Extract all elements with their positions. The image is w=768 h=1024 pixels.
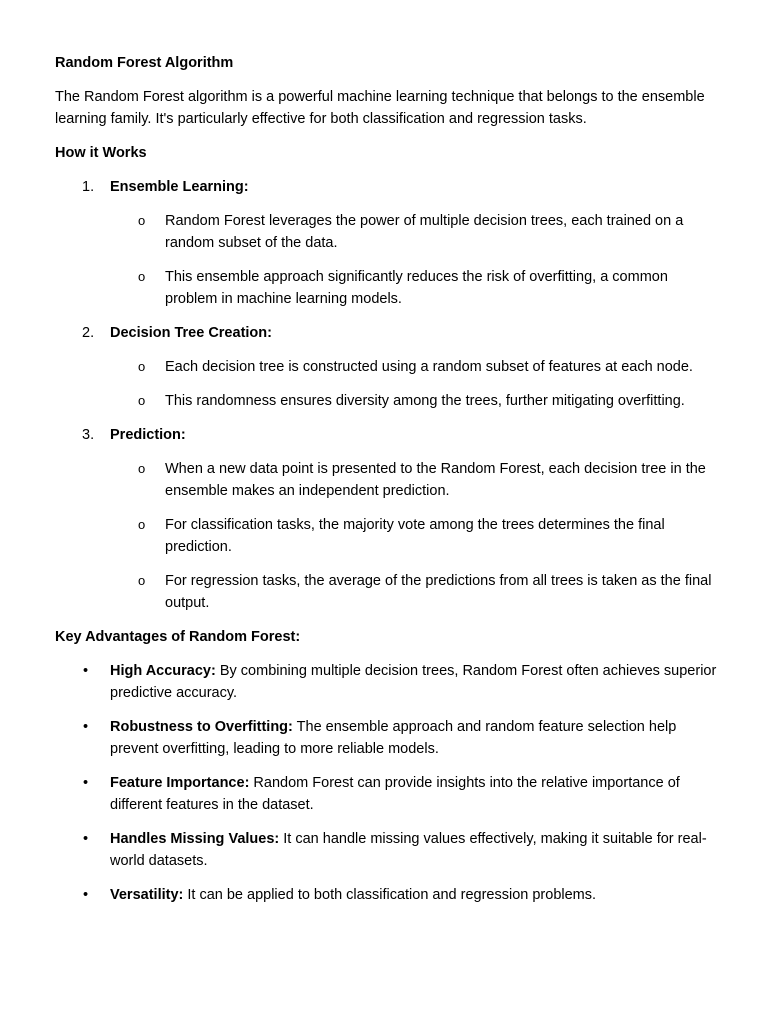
advantages-heading: Key Advantages of Random Forest:	[55, 629, 301, 645]
step-item	[55, 322, 719, 344]
step-label: Decision Tree Creation:	[110, 325, 272, 341]
sub-list-item	[55, 458, 719, 502]
step-number: 1.	[82, 179, 95, 195]
sub-item-text: For classification tasks, the majority vote among the trees determines the final prediction.	[165, 517, 665, 555]
sub-list-item	[55, 514, 719, 558]
advantage-item	[55, 772, 719, 816]
sub-list-item	[55, 390, 719, 412]
circle-bullet-icon: o	[138, 269, 146, 284]
advantage-item	[55, 660, 719, 704]
advantage-description: It can handle missing values effectively, making it suitable for real-world datasets.	[110, 831, 707, 869]
how-it-works-heading: How it Works	[55, 145, 147, 161]
step-item	[55, 176, 719, 198]
advantage-term: Versatility:	[110, 887, 184, 903]
advantage-text	[110, 828, 719, 872]
advantage-term: Robustness to Overfitting:	[110, 719, 293, 735]
step-number: 2.	[82, 325, 95, 341]
advantage-item	[55, 884, 719, 906]
sub-item-text: Random Forest leverages the power of multiple decision trees, each trained on a random subset of the data.	[165, 213, 684, 251]
circle-bullet-icon: o	[138, 517, 146, 532]
steps-list	[55, 176, 719, 614]
bullet-icon: •	[83, 663, 89, 679]
sub-item-text: When a new data point is presented to the Random Forest, each decision tree in the ensemble makes an independent prediction.	[165, 461, 706, 499]
advantage-term: High Accuracy:	[110, 663, 216, 679]
advantage-item	[55, 828, 719, 872]
sub-list-item	[55, 210, 719, 254]
advantage-description: Random Forest can provide insights into the relative importance of different features in the dataset.	[110, 775, 680, 813]
sub-list-item	[55, 356, 719, 378]
bullet-icon: •	[83, 887, 89, 903]
advantage-term: Feature Importance:	[110, 775, 250, 791]
advantage-term: Handles Missing Values:	[110, 831, 280, 847]
advantage-description: The ensemble approach and random feature selection help prevent overfitting, leading to more reliable models.	[110, 719, 677, 757]
document-page	[55, 52, 719, 918]
advantage-text	[110, 716, 719, 760]
advantages-list	[55, 660, 719, 906]
bullet-icon: •	[83, 831, 89, 847]
circle-bullet-icon: o	[138, 393, 146, 408]
circle-bullet-icon: o	[138, 461, 146, 476]
bullet-icon: •	[83, 775, 89, 791]
bullet-icon: •	[83, 719, 89, 735]
circle-bullet-icon: o	[138, 213, 146, 228]
sub-list-item	[55, 570, 719, 614]
step-item	[55, 424, 719, 446]
document-title: Random Forest Algorithm	[55, 55, 234, 71]
advantage-text	[110, 772, 719, 816]
advantage-item	[55, 716, 719, 760]
sub-item-text: This randomness ensures diversity among the trees, further mitigating overfitting.	[165, 393, 685, 409]
sub-item-text: For regression tasks, the average of the predictions from all trees is taken as the final output.	[165, 573, 712, 611]
intro-paragraph: The Random Forest algorithm is a powerful machine learning technique that belongs to the ensemble learning family. It's particularly effective for both classification and regression tasks.	[55, 89, 705, 127]
step-label: Ensemble Learning:	[110, 179, 249, 195]
circle-bullet-icon: o	[138, 359, 146, 374]
sub-item-text: Each decision tree is constructed using a random subset of features at each node.	[165, 359, 693, 375]
circle-bullet-icon: o	[138, 573, 146, 588]
advantage-text	[110, 660, 719, 704]
advantage-description: By combining multiple decision trees, Random Forest often achieves superior predictive accuracy.	[110, 663, 717, 701]
sub-list-item	[55, 266, 719, 310]
advantage-description: It can be applied to both classification and regression problems.	[183, 887, 597, 903]
advantage-text	[110, 884, 719, 906]
step-number: 3.	[82, 427, 95, 443]
step-label: Prediction:	[110, 427, 186, 443]
sub-item-text: This ensemble approach significantly reduces the risk of overfitting, a common problem in machine learning models.	[165, 269, 668, 307]
